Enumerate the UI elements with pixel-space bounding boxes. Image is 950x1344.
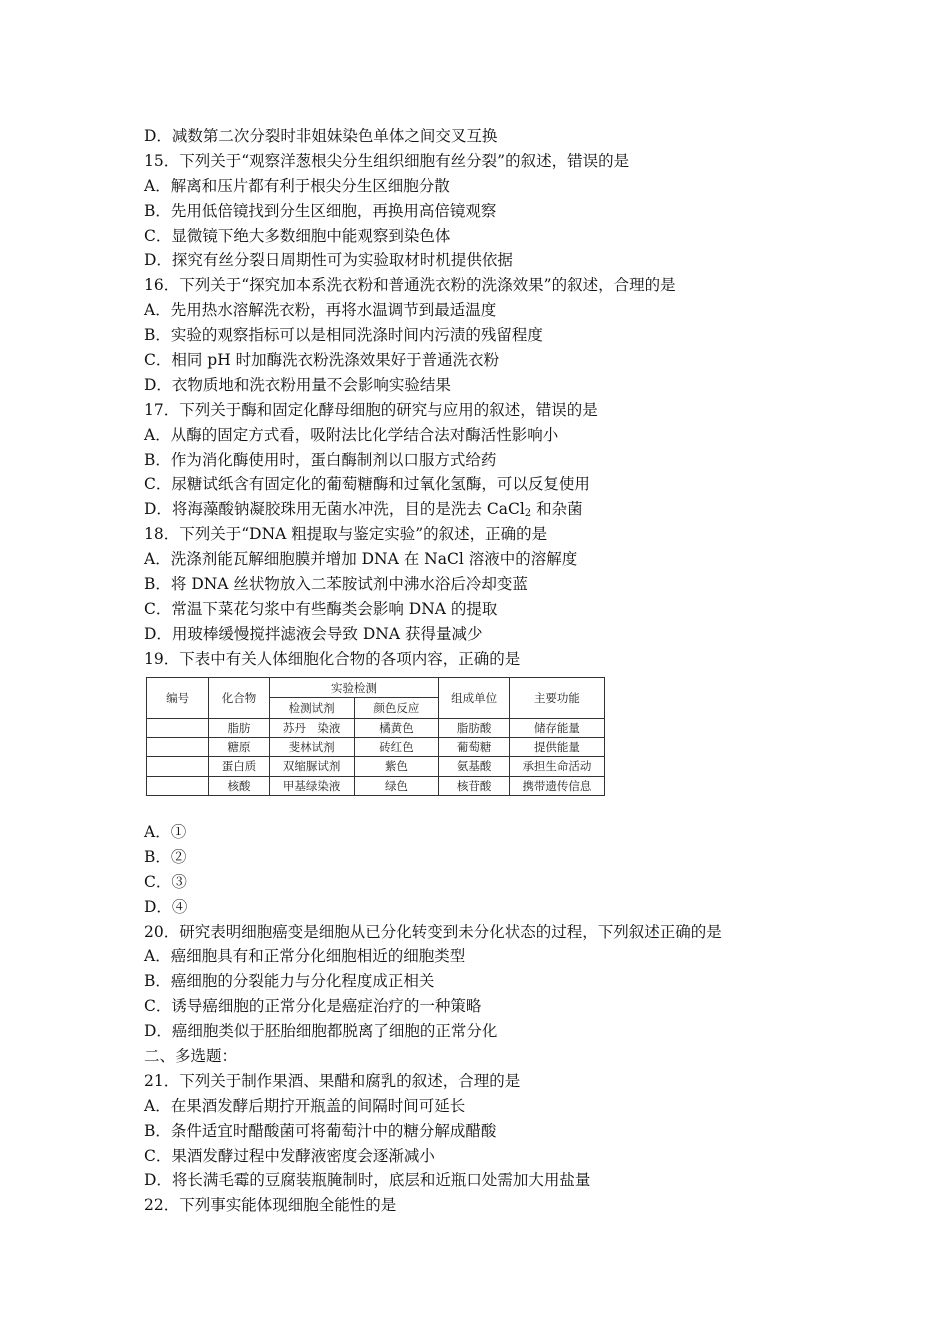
- option-line: B．条件适宜时醋酸菌可将葡萄汁中的糖分解成醋酸: [144, 1121, 497, 1140]
- question-16-stem: 16．下列关于“探究加本系洗衣粉和普通洗衣粉的洗涤效果”的叙述，合理的是: [144, 276, 676, 295]
- option-line: B．作为消化酶使用时，蛋白酶制剂以口服方式给药: [144, 450, 497, 469]
- header-unit: 组成单位: [439, 678, 510, 719]
- header-experiment: 实验检测: [269, 678, 439, 698]
- option-line: C．相同 pH 时加酶洗衣粉洗涤效果好于普通洗衣粉: [144, 351, 500, 370]
- option-line: D．衣物质地和洗衣粉用量不会影响实验结果: [144, 375, 451, 394]
- question-21-stem: 21．下列关于制作果酒、果醋和腐乳的叙述，合理的是: [144, 1071, 521, 1090]
- option-line: C．果酒发酵过程中发酵液密度会逐渐减小: [144, 1146, 435, 1165]
- table-cell: 储存能量: [509, 718, 604, 737]
- table-header-row: [147, 678, 605, 698]
- table-cell: 糖原: [209, 738, 269, 757]
- option-line: B．先用低倍镜找到分生区细胞，再换用高倍镜观察: [144, 201, 497, 220]
- table-row: [147, 776, 605, 795]
- table-cell: 脂肪: [209, 718, 269, 737]
- header-compound: 化合物: [209, 678, 269, 719]
- table-cell: [147, 738, 209, 757]
- table-cell: 斐林试剂: [269, 738, 354, 757]
- option-line: A．癌细胞具有和正常分化细胞相近的细胞类型: [144, 947, 466, 966]
- text-line: D．减数第二次分裂时非姐妹染色单体之间交叉互换: [144, 127, 498, 145]
- text-span: 和杂菌: [531, 500, 583, 519]
- option-line: B．将 DNA 丝状物放入二苯胺试剂中沸水浴后冷却变蓝: [144, 575, 528, 594]
- option-line: D．④: [144, 897, 188, 916]
- option-line-cacl2: [144, 497, 864, 522]
- option-line: B．②: [144, 847, 187, 866]
- option-line: D．癌细胞类似于胚胎细胞都脱离了细胞的正常分化: [144, 1022, 498, 1041]
- table-cell: 核苷酸: [439, 776, 510, 795]
- question-19-stem: 19．下表中有关人体细胞化合物的各项内容，正确的是: [144, 649, 521, 668]
- table-cell: 橘黄色: [354, 718, 439, 737]
- option-line: B．癌细胞的分裂能力与分化程度成正相关: [144, 972, 435, 991]
- question-20-stem: 20．研究表明细胞癌变是细胞从已分化转变到未分化状态的过程，下列叙述正确的是: [144, 922, 722, 941]
- compound-table-figure: [146, 677, 605, 797]
- option-line: B．实验的观察指标可以是相同洗涤时间内污渍的残留程度: [144, 326, 543, 345]
- table-cell: [147, 757, 209, 776]
- option-line: C．诱导癌细胞的正常分化是癌症治疗的一种策略: [144, 997, 482, 1016]
- question-17-stem: 17．下列关于酶和固定化酵母细胞的研究与应用的叙述，错误的是: [144, 400, 598, 419]
- table-row: [147, 757, 605, 776]
- table-cell: 蛋白质: [209, 757, 269, 776]
- table-cell: 携带遗传信息: [509, 776, 604, 795]
- table-cell: 苏丹 染液: [269, 718, 354, 737]
- table-cell: 砖红色: [354, 738, 439, 757]
- option-line: C．常温下菜花匀浆中有些酶类会影响 DNA 的提取: [144, 599, 498, 618]
- table-row: [147, 738, 605, 757]
- table-row: [147, 718, 605, 737]
- table-cell: 核酸: [209, 776, 269, 795]
- header-no: 编号: [147, 678, 209, 719]
- option-line: C．③: [144, 872, 187, 891]
- question-block-upper: [144, 124, 864, 672]
- table-cell: 双缩脲试剂: [269, 757, 354, 776]
- question-22-stem: 22．下列事实能体现细胞全能性的是: [144, 1196, 397, 1215]
- option-line: C．显微镜下绝大多数细胞中能观察到染色体: [144, 226, 451, 245]
- option-line: A．在果酒发酵后期拧开瓶盖的间隔时间可延长: [144, 1096, 466, 1115]
- text-span: D．将海藻酸钠凝胶珠用无菌水冲洗，目的是洗去 CaCl: [144, 500, 525, 519]
- table-cell: 提供能量: [509, 738, 604, 757]
- header-function: 主要功能: [509, 678, 604, 719]
- option-line: A．先用热水溶解洗衣粉，再将水温调节到最适温度: [144, 301, 497, 320]
- question-18-stem: 18．下列关于“DNA 粗提取与鉴定实验”的叙述，正确的是: [144, 525, 548, 544]
- table-cell: 葡萄糖: [439, 738, 510, 757]
- subscript: 2: [524, 508, 532, 520]
- question-block-lower: [144, 820, 864, 1218]
- option-line: C．尿糖试纸含有固定化的葡萄糖酶和过氧化氢酶，可以反复使用: [144, 475, 590, 494]
- option-line: A．①: [144, 823, 187, 841]
- table-cell: 脂肪酸: [439, 718, 510, 737]
- option-line: A．解离和压片都有利于根尖分生区细胞分散: [144, 176, 450, 195]
- option-line: D．探究有丝分裂日周期性可为实验取材时机提供依据: [144, 251, 513, 270]
- header-reagent: 检测试剂: [269, 698, 354, 718]
- option-line: A．洗涤剂能瓦解细胞膜并增加 DNA 在 NaCl 溶液中的溶解度: [144, 550, 578, 569]
- section-heading-multi-choice: 二、多选题：: [144, 1047, 238, 1066]
- compound-table: [146, 677, 605, 796]
- option-line: A．从酶的固定方式看，吸附法比化学结合法对酶活性影响小: [144, 425, 559, 444]
- question-15-stem: 15．下列关于“观察洋葱根尖分生组织细胞有丝分裂”的叙述，错误的是: [144, 151, 630, 170]
- table-cell: 紫色: [354, 757, 439, 776]
- table-cell: [147, 718, 209, 737]
- table-cell: 氨基酸: [439, 757, 510, 776]
- table-cell: 绿色: [354, 776, 439, 795]
- table-cell: 承担生命活动: [509, 757, 604, 776]
- table-cell: 甲基绿染液: [269, 776, 354, 795]
- option-line: D．将长满毛霉的豆腐装瓶腌制时，底层和近瓶口处需加大用盐量: [144, 1171, 591, 1190]
- header-color: 颜色反应: [354, 698, 439, 718]
- option-line: D．用玻棒缓慢搅拌滤液会导致 DNA 获得量减少: [144, 624, 483, 643]
- table-cell: [147, 776, 209, 795]
